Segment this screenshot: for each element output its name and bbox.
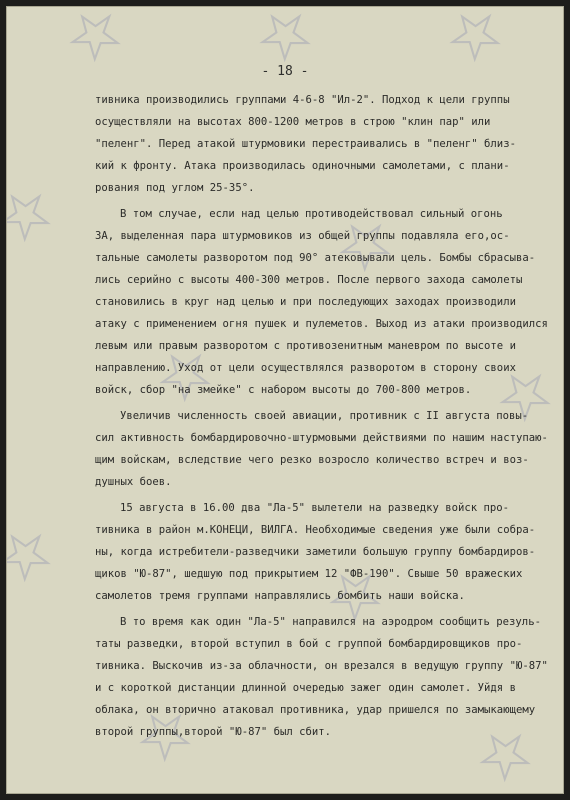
text-line: щим войскам, вследствие чего резко возросло количество встреч и воз- <box>95 454 529 466</box>
text-line: В то время как один "Ла-5" направился на аэродром сообщить резуль- <box>120 616 541 628</box>
text-line: лись серийно с высоты 400-300 метров. После первого захода самолеты <box>95 274 523 286</box>
text-line: 15 августа в 16.00 два "Ла-5" вылетели на разведку войск про- <box>120 502 510 514</box>
text-line: ны, когда истребители-разведчики заметили большую группу бомбардиров- <box>95 546 536 558</box>
text-line: Увеличив численность своей авиации, противник с II августа повы- <box>120 410 529 422</box>
star-stamp-icon <box>6 516 64 594</box>
text-line: В том случае, если над целью противодействовал сильный огонь <box>120 208 503 220</box>
star-stamp-icon <box>6 176 64 254</box>
text-line: тивника в район м.КОНЕЦИ, ВИЛГА. Необходимые сведения уже были собра- <box>95 524 536 536</box>
text-line: войск, сбор "на змейке" с набором высоты до 700-800 метров. <box>95 384 472 396</box>
text-line: душных боев. <box>95 476 172 488</box>
text-line: осуществляли на высотах 800-1200 метров в строю "клин пар" или <box>95 116 491 128</box>
text-line: тальные самолеты разворотом под 90° атековывали цель. Бомбы сбрасыва- <box>95 252 536 264</box>
text-line: и с короткой дистанции длинной очередью зажег один самолет. Уйдя в <box>95 682 516 694</box>
text-line: таты разведки, второй вступил в бой с группой бомбардировщиков про- <box>95 638 523 650</box>
text-line: направлению. Уход от цели осуществлялся разворотом в сторону своих <box>95 362 516 374</box>
text-line: становились в круг над целью и при последующих заходах производили <box>95 296 516 308</box>
text-line: второй группы,второй "Ю-87" был сбит. <box>95 726 331 738</box>
text-line: кий к фронту. Атака производилась одиночными самолетами, с плани- <box>95 160 510 172</box>
document-page <box>6 6 564 794</box>
text-line: атаку с применением огня пушек и пулеметов. Выход из атаки производился <box>95 318 548 330</box>
text-line: облака, он вторично атаковал противника, удар пришелся по замыкающему <box>95 704 536 716</box>
text-line: "пеленг". Перед атакой штурмовики перестраивались в "пеленг" близ- <box>95 138 516 150</box>
star-stamp-icon <box>466 716 544 794</box>
text-line: левым или правым разворотом с противозенитным маневром по высоте и <box>95 340 516 352</box>
text-line: сил активность бомбардировочно-штурмовыми действиями по нашим наступаю- <box>95 432 548 444</box>
page-number: - 18 - <box>261 64 309 79</box>
text-line: тивника производились группами 4-6-8 "Ил-2". Подход к цели группы <box>95 94 510 106</box>
text-line: тивника. Выскочив из-за облачности, он врезался в ведущую группу "Ю-87" <box>95 660 548 672</box>
text-line: щиков "Ю-87", шедшую под прикрытием 12 "ФВ-190". Свыше 50 вражеских <box>95 568 523 580</box>
text-line: самолетов тремя группами направлялись бомбить наши войска. <box>95 590 465 602</box>
text-line: ЗА, выделенная пара штурмовиков из общей группы подавляла его,ос- <box>95 230 510 242</box>
text-line: рования под углом 25-35°. <box>95 182 255 194</box>
